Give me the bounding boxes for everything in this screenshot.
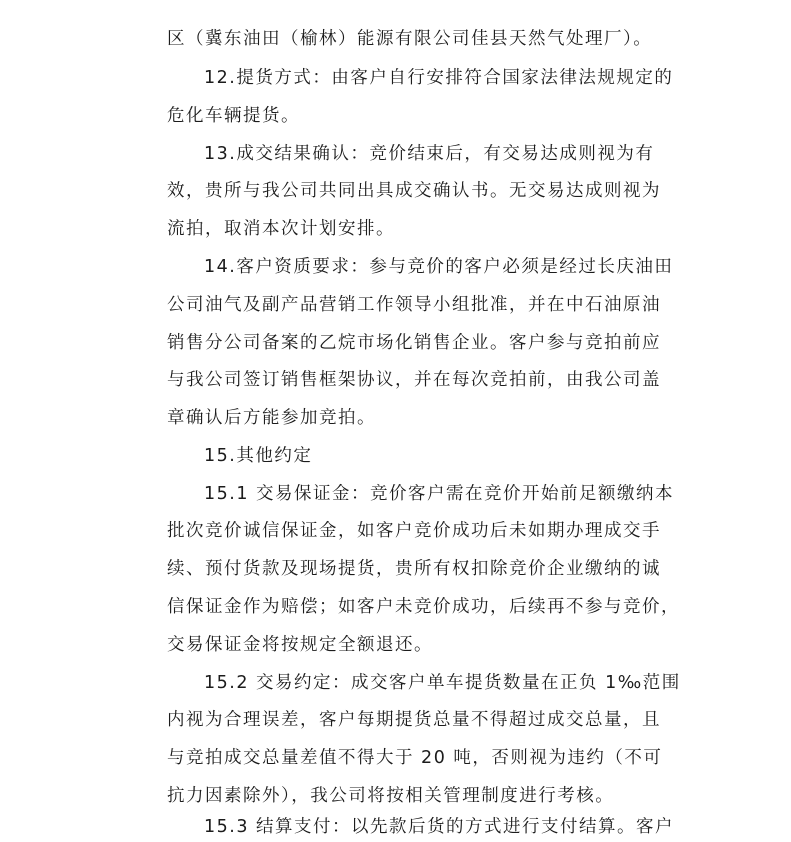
text-line-6: 流拍，取消本次计划安排。 <box>167 219 395 239</box>
text-line-11: 章确认后方能参加竞拍。 <box>167 408 376 428</box>
text-line-17: 交易保证金将按规定全额退还。 <box>167 635 433 655</box>
text-line-13: 15.1 交易保证金：竞价客户需在竞价开始前足额缴纳本 <box>204 484 675 504</box>
text-line-18: 15.2 交易约定：成交客户单车提货数量在正负 1‰范围 <box>204 673 681 693</box>
text-line-10: 与我公司签订销售框架协议，并在每次竞拍前，由我公司盖 <box>167 370 661 390</box>
text-line-12: 15.其他约定 <box>204 446 313 466</box>
text-line-5: 效，贵所与我公司共同出具成交确认书。无交易达成则视为 <box>167 181 661 201</box>
text-line-22: 15.3 结算支付：以先款后货的方式进行支付结算。客户 <box>204 817 675 837</box>
text-line-20: 与竞拍成交总量差值不得大于 20 吨，否则视为违约（不可 <box>167 748 663 768</box>
text-line-4: 13.成交结果确认：竞价结束后，有交易达成则视为有 <box>204 144 655 164</box>
text-line-1: 区（冀东油田（榆林）能源有限公司佳县天然气处理厂）。 <box>167 29 653 49</box>
text-line-14: 批次竞价诚信保证金，如客户竞价成功后未如期办理成交手 <box>167 521 661 541</box>
text-line-3: 危化车辆提货。 <box>167 106 300 126</box>
text-line-9: 销售分公司备案的乙烷市场化销售企业。客户参与竞拍前应 <box>167 333 661 353</box>
text-line-21: 抗力因素除外），我公司将按相关管理制度进行考核。 <box>167 786 615 806</box>
text-line-8: 公司油气及副产品营销工作领导小组批准，并在中石油原油 <box>167 295 661 315</box>
text-line-15: 续、预付货款及现场提货，贵所有权扣除竞价企业缴纳的诚 <box>167 559 661 579</box>
text-line-19: 内视为合理误差，客户每期提货总量不得超过成交总量，且 <box>167 710 661 730</box>
text-line-16: 信保证金作为赔偿；如客户未竞价成功，后续再不参与竞价， <box>167 597 680 617</box>
text-line-2: 12.提货方式：由客户自行安排符合国家法律法规规定的 <box>204 68 674 88</box>
text-line-7: 14.客户资质要求：参与竞价的客户必须是经过长庆油田 <box>204 257 674 277</box>
